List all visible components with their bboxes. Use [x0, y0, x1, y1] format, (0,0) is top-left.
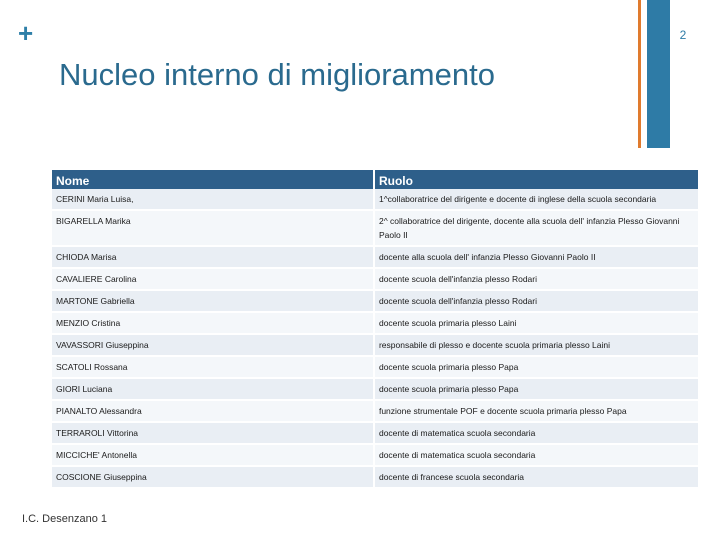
cell-name: PIANALTO Alessandra: [52, 400, 374, 422]
table-row: [52, 189, 698, 210]
table-header-row: [52, 170, 698, 189]
table-row: [52, 268, 698, 290]
cell-role: docente alla scuola dell' infanzia Plesso Giovanni Paolo II: [374, 246, 698, 268]
cell-role: docente di matematica scuola secondaria: [374, 422, 698, 444]
table-row: [52, 444, 698, 466]
table-row: [52, 246, 698, 268]
cell-name: VAVASSORI Giuseppina: [52, 334, 374, 356]
table-row: [52, 334, 698, 356]
cell-name: COSCIONE Giuseppina: [52, 466, 374, 488]
plus-icon: +: [18, 18, 34, 48]
slide-title: Nucleo interno di miglioramento: [59, 57, 495, 92]
cell-role: docente di francese scuola secondaria: [374, 466, 698, 488]
cell-name: BIGARELLA Marika: [52, 210, 374, 246]
table-row: [52, 356, 698, 378]
header-role: Ruolo: [374, 170, 698, 189]
header-name: Nome: [52, 170, 374, 189]
table-row: [52, 290, 698, 312]
cell-role: funzione strumentale POF e docente scuola primaria plesso Papa: [374, 400, 698, 422]
cell-role: docente di matematica scuola secondaria: [374, 444, 698, 466]
cell-name: MICCICHE' Antonella: [52, 444, 374, 466]
cell-name: MENZIO Cristina: [52, 312, 374, 334]
cell-role: responsabile di plesso e docente scuola primaria plesso Laini: [374, 334, 698, 356]
cell-name: CHIODA Marisa: [52, 246, 374, 268]
cell-name: CAVALIERE Carolina: [52, 268, 374, 290]
table-row: [52, 312, 698, 334]
table-row: [52, 210, 698, 246]
table-row: [52, 466, 698, 488]
cell-role: 1^collaboratrice del dirigente e docente di inglese della scuola secondaria: [374, 189, 698, 210]
cell-role: docente scuola primaria plesso Papa: [374, 356, 698, 378]
cell-name: SCATOLI Rossana: [52, 356, 374, 378]
cell-name: TERRAROLI Vittorina: [52, 422, 374, 444]
accent-line: [638, 0, 641, 148]
accent-bar: [647, 0, 670, 148]
footer-text: I.C. Desenzano 1: [22, 513, 107, 525]
members-table: [52, 170, 698, 489]
cell-name: CERINI Maria Luisa,: [52, 189, 374, 210]
cell-role: docente scuola primaria plesso Laini: [374, 312, 698, 334]
cell-role: docente scuola dell'infanzia plesso Rodari: [374, 268, 698, 290]
table-row: [52, 422, 698, 444]
table-row: [52, 378, 698, 400]
page-number: 2: [679, 28, 687, 42]
cell-name: GIORI Luciana: [52, 378, 374, 400]
cell-name: MARTONE Gabriella: [52, 290, 374, 312]
table-row: [52, 400, 698, 422]
cell-role: docente scuola primaria plesso Papa: [374, 378, 698, 400]
cell-role: docente scuola dell'infanzia plesso Rodari: [374, 290, 698, 312]
cell-role: 2^ collaboratrice del dirigente, docente alla scuola dell' infanzia Plesso Giovanni Paolo II: [374, 210, 698, 246]
